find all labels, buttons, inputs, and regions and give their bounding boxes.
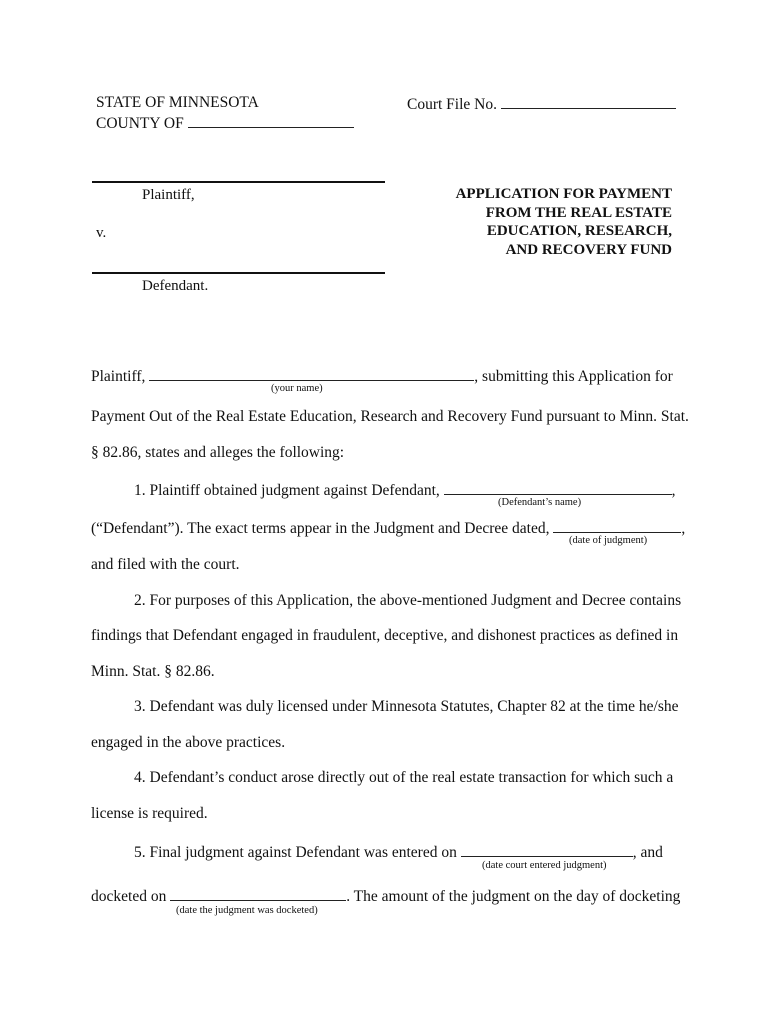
defendant-name-hint: (Defendant’s name) — [498, 497, 582, 508]
defendant-name-field[interactable] — [444, 480, 672, 495]
judgment-date-hint: (date of judgment) — [569, 535, 648, 546]
para1-line-3: and filed with the court. — [91, 556, 240, 573]
document-title-line-4: AND RECOVERY FUND — [505, 241, 672, 258]
para3-line-2: engaged in the above practices. — [91, 734, 286, 751]
para5-line-2 — [91, 886, 680, 906]
defendant-rule — [92, 272, 385, 274]
docketed-date-field[interactable] — [170, 886, 346, 901]
intro-plaintiff-label: Plaintiff, — [91, 368, 146, 385]
para2-line-1: 2. For purposes of this Application, the above-mentioned Judgment and Decree contains — [134, 592, 682, 609]
para5-and: , and — [632, 844, 663, 861]
intro-line-2: Payment Out of the Real Estate Education, Research and Recovery Fund pursuant to Minn. Stat. — [91, 408, 689, 425]
para1-line-1 — [134, 480, 676, 500]
para5-line2-rest: . The amount of the judgment on the day of docketing — [346, 888, 681, 905]
para5-line-1 — [134, 842, 663, 862]
document-title-line-2: FROM THE REAL ESTATE — [485, 204, 672, 221]
document-title-line-1: APPLICATION FOR PAYMENT — [455, 186, 672, 202]
plaintiff-label: Plaintiff, — [142, 187, 195, 203]
court-file-line — [407, 94, 676, 114]
para4-line-2: license is required. — [91, 805, 208, 822]
para1-comma: , — [671, 482, 676, 499]
versus-label: v. — [96, 225, 107, 241]
para3-line-1: 3. Defendant was duly licensed under Minnesota Statutes, Chapter 82 at the time he/she — [134, 698, 679, 715]
state-heading: STATE OF MINNESOTA — [96, 94, 259, 111]
para1-line2-text: (“Defendant”). The exact terms appear in the Judgment and Decree dated, — [91, 520, 550, 537]
document-title-line-3: EDUCATION, RESEARCH, — [486, 223, 672, 239]
plaintiff-name-field[interactable] — [149, 366, 474, 381]
county-label: COUNTY OF — [96, 115, 184, 132]
para2-line-2: findings that Defendant engaged in fraudulent, deceptive, and dishonest practices as defined in — [91, 627, 679, 644]
court-file-field[interactable] — [501, 94, 676, 109]
para4-line-1: 4. Defendant’s conduct arose directly out of the real estate transaction for which such a — [134, 769, 674, 786]
county-line — [96, 113, 354, 133]
court-file-label: Court File No. — [407, 96, 497, 113]
defendant-label: Defendant. — [142, 278, 209, 294]
intro-after-name: , submitting this Application for — [474, 368, 673, 385]
your-name-hint: (your name) — [271, 383, 323, 394]
para5-text: 5. Final judgment against Defendant was entered on — [134, 844, 457, 861]
para1-comma2: , — [681, 520, 686, 537]
docketed-label: docketed on — [91, 888, 167, 905]
intro-line-1 — [91, 366, 673, 386]
para1-text: 1. Plaintiff obtained judgment against Defendant, — [134, 482, 440, 499]
entered-date-hint: (date court entered judgment) — [482, 860, 607, 871]
county-field[interactable] — [188, 113, 354, 128]
entered-date-field[interactable] — [461, 842, 633, 857]
para2-line-3: Minn. Stat. § 82.86. — [91, 663, 215, 680]
plaintiff-rule — [92, 181, 385, 183]
docketed-date-hint: (date the judgment was docketed) — [176, 905, 318, 916]
intro-line-3: § 82.86, states and alleges the following: — [91, 444, 345, 461]
judgment-date-field[interactable] — [553, 518, 681, 533]
